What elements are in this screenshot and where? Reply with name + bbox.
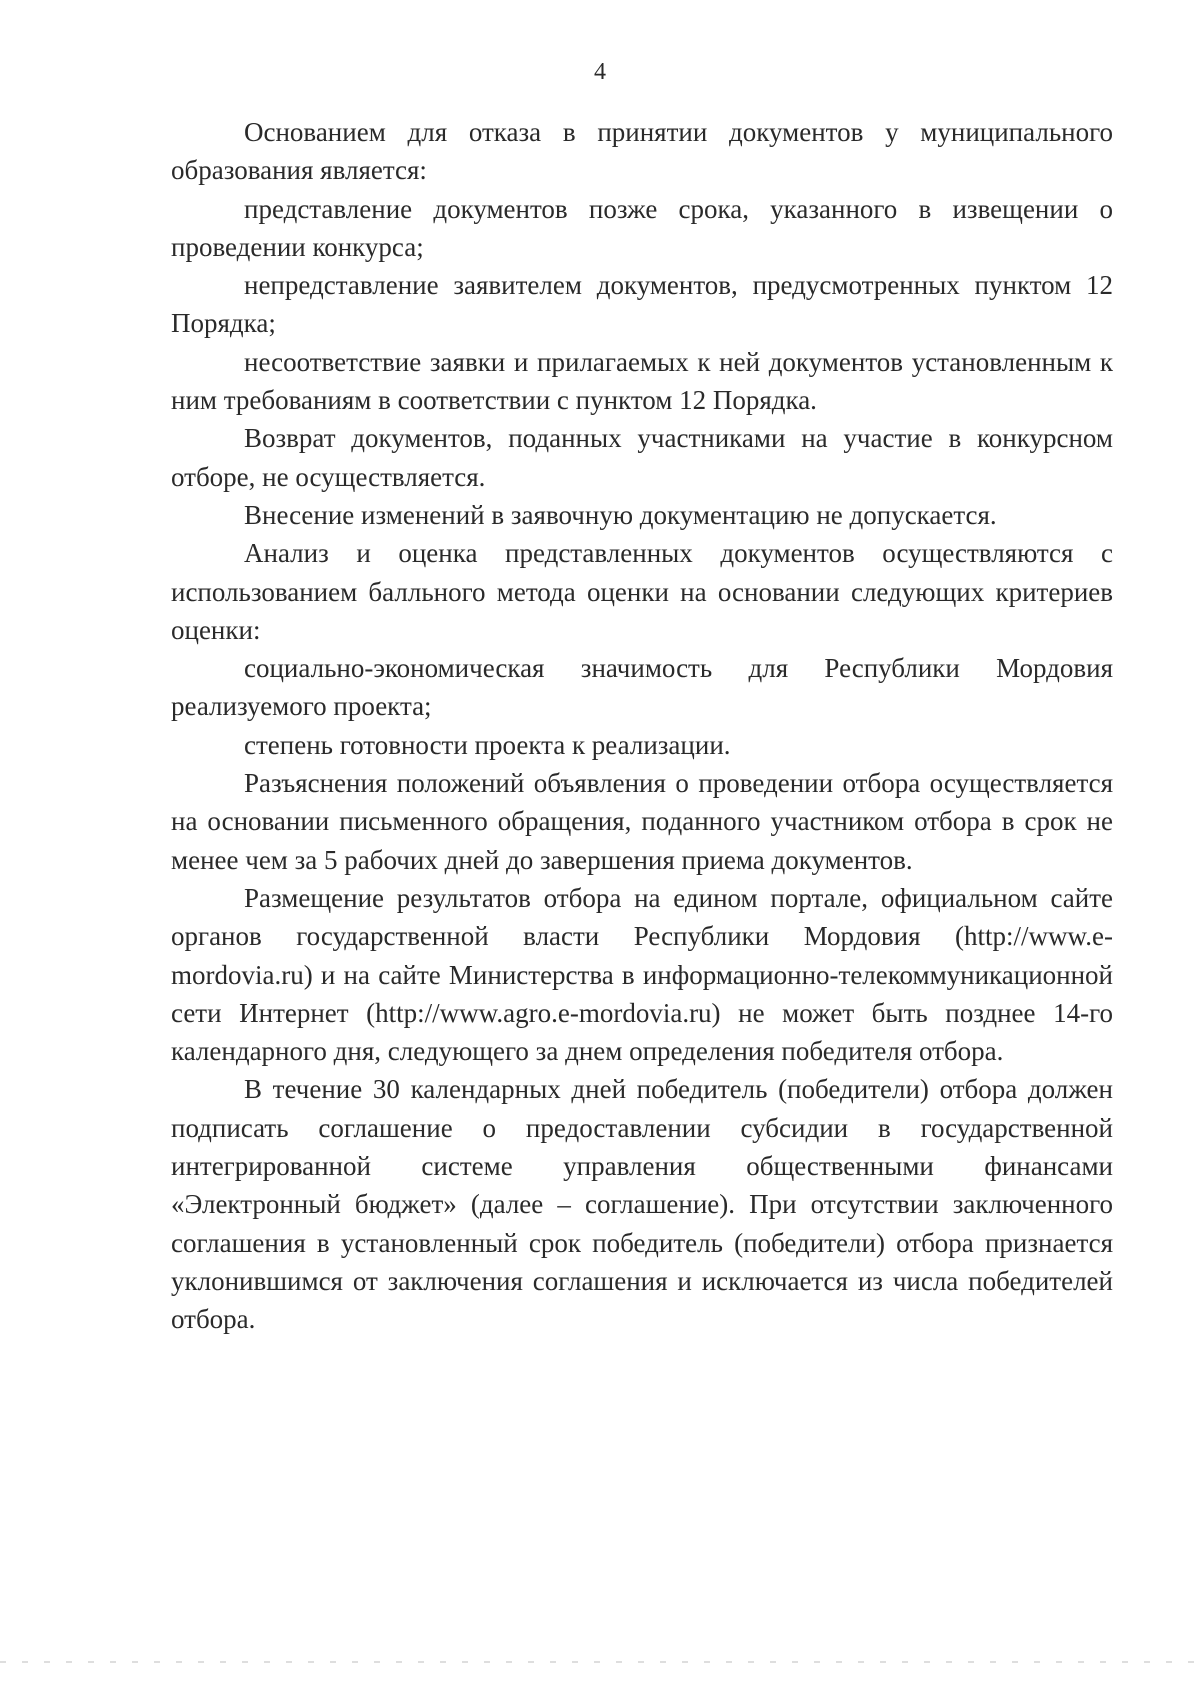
- paragraph-no-return: Возврат документов, поданных участниками на участие в конкурсном отборе, не осуществляется.: [171, 423, 1113, 492]
- paragraph-evaluation-method: Анализ и оценка представленных документов осуществляются с использованием балльного метода оценки на основании следующих критериев оценки:: [171, 538, 1113, 645]
- page-number: 4: [594, 59, 606, 85]
- paragraph-criterion-significance: социально-экономическая значимость для Республики Мордовия реализуемого проекта;: [171, 653, 1113, 722]
- paragraph-criterion-readiness: степень готовности проекта к реализации.: [244, 729, 731, 760]
- paragraph-late-submission: представление документов позже срока, указанного в извещении о проведении конкурса;: [171, 193, 1113, 262]
- paragraph-results-publication: Размещение результатов отбора на едином портале, официальном сайте органов государственной власти Республики Мордовия (http://www.e-mordovia.ru) и на сайте Министерства в информационно-телекоммуникационной сети Интернет (http://www.agro.e-mordovia.ru) не может быть позднее 14-го календарного дня, следующего за днем определения победителя отбора.: [171, 882, 1113, 1067]
- paragraph-noncompliance: несоответствие заявки и прилагаемых к ней документов установленным к ним требованиям в соответствии с пунктом 12 Порядка.: [171, 346, 1113, 416]
- paragraph-refusal-grounds: Основанием для отказа в принятии документов у муниципального образования является:: [171, 117, 1113, 186]
- paragraph-agreement-signing: В течение 30 календарных дней победитель (победители) отбора должен подписать соглашение о предоставлении субсидии в государственной интегрированной системе управления общественными финансами «Электронный бюджет» (далее – соглашение). При отсутствии заключенного соглашения в установленный срок победитель (победители) отбора признается уклонившимся от заключения соглашения и исключается из числа победителей отбора.: [171, 1074, 1113, 1335]
- document-body: [171, 113, 1113, 1339]
- paragraph-missing-documents: непредставление заявителем документов, предусмотренных пунктом 12 Порядка;: [171, 270, 1113, 339]
- scan-edge-artifact: [0, 1661, 1200, 1663]
- paragraph-no-changes: Внесение изменений в заявочную документацию не допускается.: [244, 499, 997, 530]
- paragraph-clarifications: Разъяснения положений объявления о проведении отбора осуществляется на основании письменного обращения, поданного участником отбора в срок не менее чем за 5 рабочих дней до завершения приема документов.: [171, 768, 1113, 875]
